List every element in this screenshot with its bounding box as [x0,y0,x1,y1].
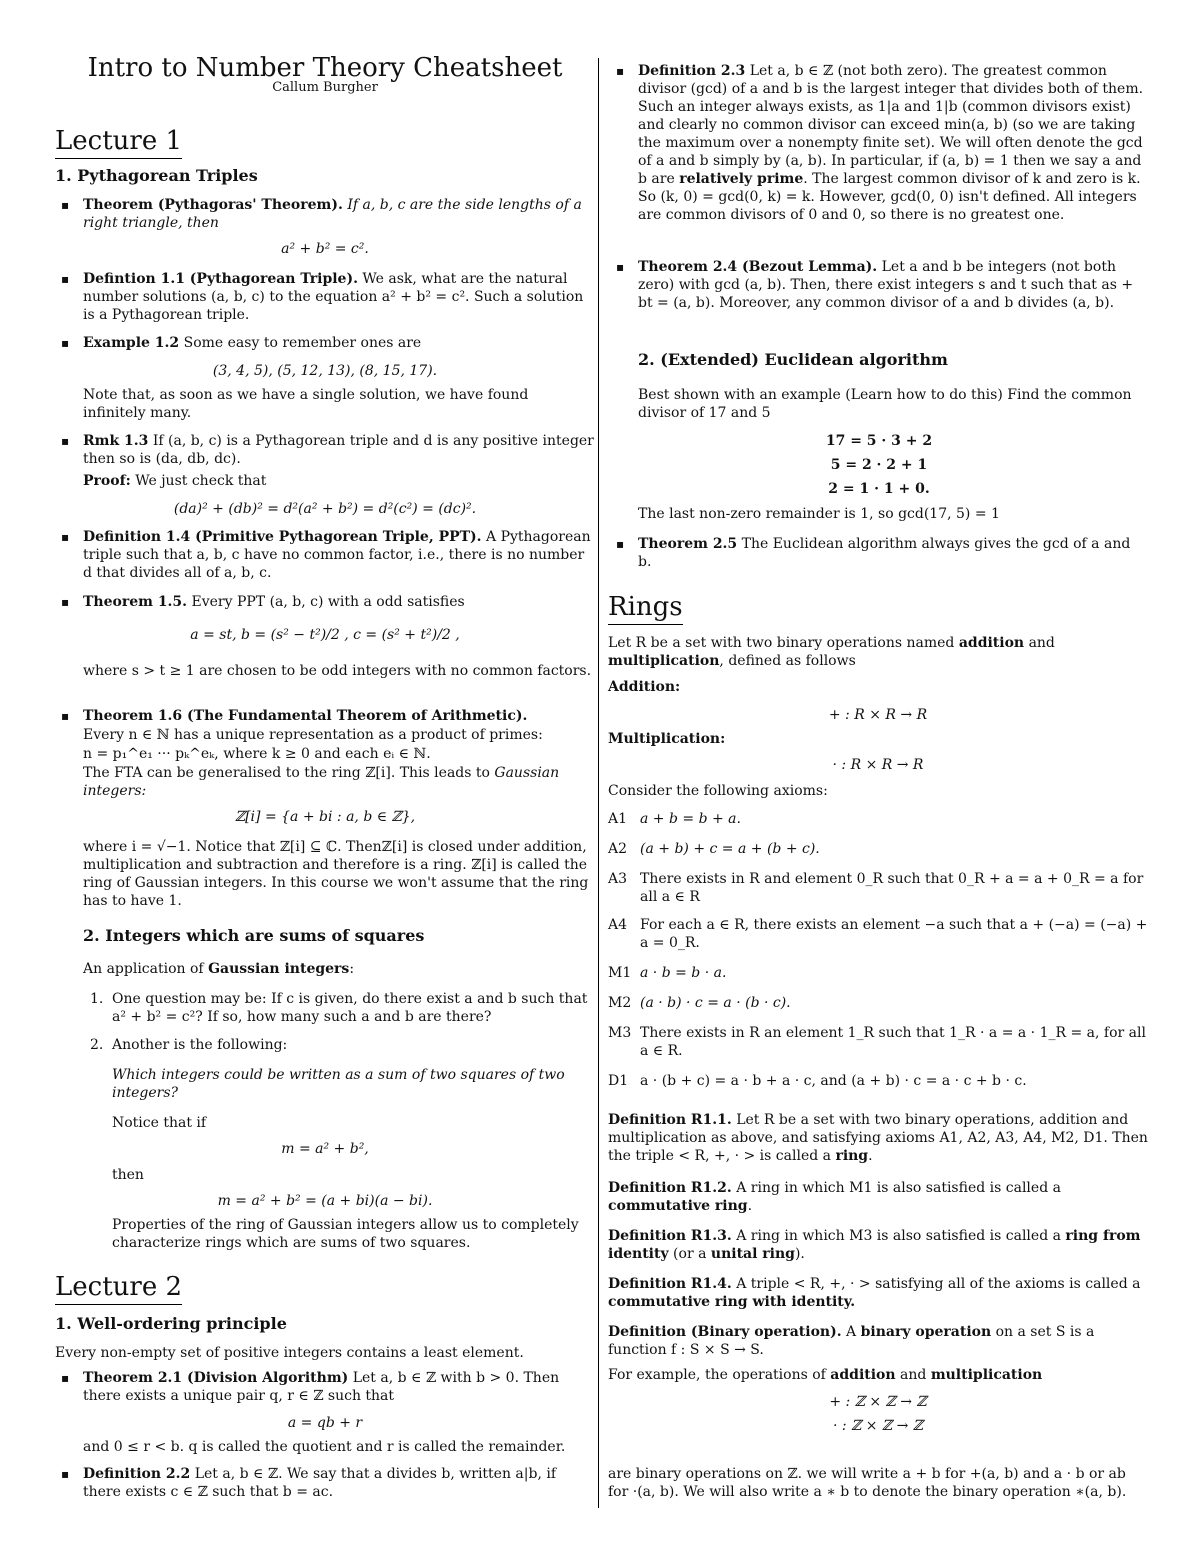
section-sums-of-squares: 2. Integers which are sums of squares [83,926,425,945]
definition-text: We ask, what are the natural number solutions (a, b, c) to the equation a² + b² = c². Such a solution is a Pythagorean triple. [83,271,584,323]
definition-1-4 [55,528,595,582]
list-item [90,1036,595,1054]
fta-text-2: n = p₁^e₁ ··· pₖ^eₖ, where k ≥ 0 and each eᵢ ∈ ℕ. [83,746,431,762]
axiom-text: a · b = b · a. [640,965,727,981]
question-italic: Which integers could be written as a sum of two squares of two integers? [112,1067,565,1101]
example-intro: For example, the operations of [608,1367,826,1383]
rings-heading: Rings [608,592,683,625]
theorem-2-5 [610,535,1148,571]
equation: 2 = 1 · 1 + 0. [828,481,930,497]
definition-text: Let a, b ∈ ℤ (not both zero). The greatest common divisor (gcd) of a and b is the largest integer that divides both of them. Such an integer always exists, as 1|a and 1|b (common divisors exist) and clearly no common divisor can exceed min(a, b) (so we are taking the maximum over a nonempty finite set). We will often denote the gcd of a and b simply by (a, b). In particular, if (a, b) = 1 then we say a and b are [638,63,1144,187]
list-item-text: One question may be: If c is given, do there exist a and b such that a² + b² = c²? If so, how many such a and b are there? [112,991,588,1025]
definition-text-2: on a set S is a function f : S × S → S. [608,1324,1095,1358]
equation: + : ℤ × ℤ → ℤ [829,1394,927,1410]
theorem-2-4 [610,258,1148,312]
example-label: Example 1.2 [83,335,180,351]
theorem-note: and 0 ≤ r < b. q is called the quotient and r is called the remainder. [83,1439,566,1455]
fta-text-1: Every n ∈ ℕ has a unique representation as a product of primes: [83,727,543,743]
axiom-tag: A3 [608,871,628,887]
definition-text: Let a, b ∈ ℤ. We say that a divides b, written a|b, if there exists c ∈ ℤ such that b = ac. [83,1466,557,1500]
definition-bold: commutative ring [608,1198,748,1214]
fta-note: where i = √−1. Notice that ℤ[i] ⊆ ℂ. Thenℤ[i] is closed under addition, multiplication and subtraction and therefore is a ring. ℤ[i] is called the ring of Gaussian integers. In this course we won't assume that the ring has to have 1. [83,839,589,909]
definition-label: Defintion 1.1 (Pythagorean Triple). [83,271,358,287]
equation: 17 = 5 · 3 + 2 [825,433,933,449]
axiom-text: a · (b + c) = a · b + a · c, and (a + b) · c = a · c + b · c. [640,1073,1027,1089]
definition-text: A ring in which M1 is also satisfied is called a [736,1180,1061,1196]
definition-bold: ring from identity [608,1228,1141,1262]
theorem-text: Every PPT (a, b, c) with a odd satisfies [191,594,465,610]
rings-intro-mult: multiplication [608,653,720,669]
theorem-note: where s > t ≥ 1 are chosen to be odd integers with no common factors. [83,663,592,679]
example-1-2 [55,334,595,352]
axiom-a3 [608,870,1148,906]
column-divider [598,58,599,1508]
fta-text-3-italic: Gaussian integers: [83,765,560,799]
example-add: addition [830,1367,896,1383]
definition-text: Let R be a set with two binary operations, addition and multiplication as above, and satisfying axioms A1, A2, A3, A4, M2, D1. Then the triple < R, +, · > is called a [608,1112,1148,1164]
definition-text: A ring in which M3 is also satisfied is called a [736,1228,1061,1244]
definition-label: Definition R1.1. [608,1112,732,1128]
axiom-tag: A2 [608,841,628,857]
rings-intro-text-2: , defined as follows [719,653,856,669]
axiom-tag: M1 [608,965,632,981]
lecture-1-heading: Lecture 1 [55,126,182,159]
example-text: Some easy to remember ones are [183,335,422,351]
list-number: 1. [90,991,104,1007]
axiom-text: There exists in R an element 1_R such that 1_R · a = a · 1_R = a, for all a ∈ R. [640,1025,1146,1059]
theorem-text: The Euclidean algorithm always gives the gcd of a and b. [638,536,1131,570]
definition-label: Definition R1.4. [608,1276,732,1292]
definition-label: Definition 2.3 [638,63,746,79]
example-text [608,1366,1148,1384]
equation: (da)² + (db)² = d²(a² + b²) = d²(c²) = (dc)². [173,501,477,517]
then-text: then [112,1167,144,1183]
equation: m = a² + b² = (a + bi)(a − bi). [217,1193,433,1209]
axiom-text: (a · b) · c = a · (b · c). [640,995,791,1011]
section-well-ordering: 1. Well-ordering principle [55,1314,287,1333]
section-pythagorean-triples: 1. Pythagorean Triples [55,166,258,185]
axiom-tag: D1 [608,1073,629,1089]
sums-intro-bold: Gaussian integers [208,961,350,977]
page-title: Intro to Number Theory Cheatsheet [87,53,563,83]
theorem-label: Theorem 2.5 [638,536,738,552]
definition-bold: commutative ring with identity. [608,1294,856,1310]
fta-text-3-main: The FTA can be generalised to the ring ℤ[i]. This leads to [83,765,490,781]
definition-r1-1: Definition R1.1. Let R be a set with two binary operations, addition and multiplication as above, and satisfying axioms A1, A2, A3, A4, M2, D1. Then the triple < R, +, · > is called a ring. [608,1112,1148,1164]
axiom-m1 [608,964,1148,982]
definition-r1-2: Definition R1.2. A ring in which M1 is also satisfied is called a commutative ring. [608,1180,1061,1214]
equation: 5 = 2 · 2 + 1 [830,457,928,473]
consider-text: Consider the following axioms: [608,783,828,799]
euclid-text: Best shown with an example (Learn how to do this) Find the common divisor of 17 and 5 [638,387,1132,421]
rings-intro [608,634,1148,670]
definition-2-2 [55,1465,595,1501]
axiom-tag: M3 [608,1025,632,1041]
theorem-label: Theorem 2.1 (Division Algorithm) [83,1370,349,1386]
equation: a² + b² = c². [281,241,369,257]
definition-r1-3: Definition R1.3. A ring in which M3 is also satisfied is called a ring from identity (or a unital ring). [608,1228,1141,1262]
fta-text-3 [83,764,595,800]
definition-label: Definition 2.2 [83,1466,191,1482]
equation: + : R × R → R [828,707,928,723]
axiom-m3 [608,1024,1148,1060]
proof-text: We just check that [135,473,267,489]
example-and: and [900,1367,927,1383]
properties-text: Properties of the ring of Gaussian integers allow us to completely characterize rings which are sums of two squares. [112,1217,579,1251]
list-number: 2. [90,1037,104,1053]
axiom-tag: M2 [608,995,632,1011]
definition-bold: binary operation [860,1324,992,1340]
theorem-label: Theorem 1.6 (The Fundamental Theorem of Arithmetic). [83,708,528,724]
axiom-text: (a + b) + c = a + (b + c). [640,841,820,857]
equation: · : ℤ × ℤ → ℤ [833,1418,923,1434]
axiom-text: For each a ∈ R, there exists an element −a such that a + (−a) = (−a) + a = 0_R. [640,917,1148,951]
definition-label: Definition R1.2. [608,1180,732,1196]
axiom-m2 [608,994,1148,1012]
remark-1-3 [55,432,595,468]
axiom-text: There exists in R and element 0_R such that 0_R + a = a + 0_R = a for all a ∈ R [640,871,1144,905]
definition-bold: ring [835,1148,869,1164]
axiom-tag: A1 [608,811,628,827]
theorem-label: Theorem 1.5. [83,594,188,610]
theorem-label: Theorem 2.4 (Bezout Lemma). [638,259,878,275]
definition-label: Definition 1.4 (Primitive Pythagorean Triple, PPT). [83,529,482,545]
euclid-result: The last non-zero remainder is 1, so gcd(17, 5) = 1 [638,506,1000,522]
definition-1-1 [55,270,595,324]
example-mult: multiplication [930,1367,1043,1383]
equation: m = a² + b², [281,1141,369,1157]
axiom-tag: A4 [608,917,628,933]
definition-binary-operation [608,1323,1148,1359]
definition-2-3 [610,62,1148,224]
axiom-text: a + b = b + a. [640,811,741,827]
example-note: Note that, as soon as we have a single solution, we have found infinitely many. [83,387,529,421]
axiom-a4 [608,916,1148,952]
definition-label: Definition R1.3. [608,1228,732,1244]
sums-intro: An application of Gaussian integers: [83,961,355,977]
theorem-pythagoras [55,196,595,232]
addition-label: Addition: [608,679,681,695]
binary-ops-final: are binary operations on ℤ. we will write a + b for +(a, b) and a · b or ab for ·(a, b). We will also write a ∗ b to denote the binary operation ∗(a, b). [608,1466,1127,1500]
multiplication-label: Multiplication: [608,731,726,747]
proof [83,472,595,490]
equation: (3, 4, 5), (5, 12, 13), (8, 15, 17). [212,363,438,379]
theorem-2-1 [55,1369,595,1405]
definition-text-mid: (or a [673,1246,707,1262]
theorem-1-5 [55,593,595,611]
equation: ℤ[i] = {a + bi : a, b ∈ ℤ}, [234,809,416,825]
theorem-label: Theorem (Pythagoras' Theorem). [83,197,343,213]
definition-text: A Pythagorean triple such that a, b, c have no common factor, i.e., there is no number d that divides all of a, b, c. [83,529,591,581]
sums-intro-text: An application of [83,961,204,977]
author: Callum Burgher [272,80,378,95]
list-item [90,990,595,1026]
definition-bold: relatively prime [679,171,804,187]
well-ordering-text: Every non-empty set of positive integers contains a least element. [55,1345,524,1361]
theorem-text: Let a and b be integers (not both zero) with gcd (a, b). Then, there exist integers s and t such that as + bt = (a, b). Moreover, any common divisor of a and b divides (a, b). [638,259,1134,311]
rings-intro-and: and [1028,635,1055,651]
definition-text: A triple < R, +, · > satisfying all of the axioms is called a [736,1276,1141,1292]
definition-text: A [846,1324,857,1340]
lecture-2-heading: Lecture 2 [55,1272,182,1305]
axiom-a2 [608,840,1148,858]
rings-intro-text: Let R be a set with two binary operations named [608,635,955,651]
list-item-text: Another is the following: [112,1037,288,1053]
proof-label: Proof: [83,473,131,489]
rings-intro-add: addition [958,635,1025,651]
equation: a = qb + r [287,1415,363,1431]
axiom-d1 [608,1072,1148,1090]
theorem-text: Let a, b ∈ ℤ with b > 0. Then there exists a unique pair q, r ∈ ℤ such that [83,1370,560,1404]
equation: a = st, b = (s² − t²)/2 , c = (s² + t²)/2 , [190,627,460,643]
remark-text: If (a, b, c) is a Pythagorean triple and d is any positive integer then so is (da, db, dc). [83,433,594,467]
definition-r1-4 [608,1275,1148,1311]
theorem-1-6 [55,707,595,725]
axiom-a1 [608,810,1148,828]
theorem-text: If a, b, c are the side lengths of a right triangle, then [83,197,582,231]
definition-bold-2: unital ring [710,1246,795,1262]
section-euclidean-algorithm: 2. (Extended) Euclidean algorithm [638,350,948,369]
notice-text: Notice that if [112,1115,207,1131]
definition-text-2: . The largest common divisor of k and zero is k. So (k, 0) = gcd(0, k) = k. However, gcd(0, 0) isn't defined. All integers are common divisors of 0 and 0, so there is no greatest one. [638,171,1141,223]
equation: · : R × R → R [832,757,924,773]
remark-label: Rmk 1.3 [83,433,149,449]
definition-label: Definition (Binary operation). [608,1324,842,1340]
